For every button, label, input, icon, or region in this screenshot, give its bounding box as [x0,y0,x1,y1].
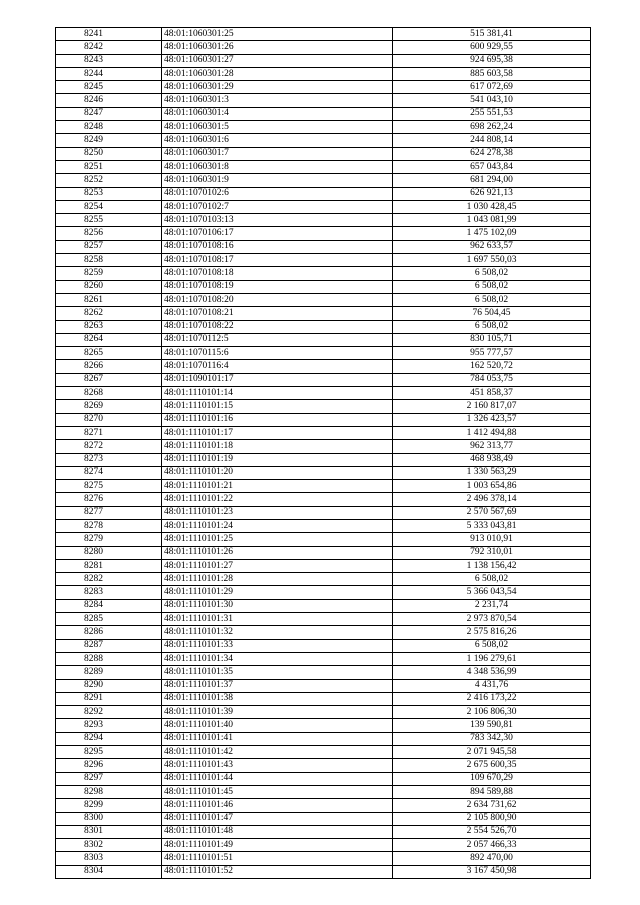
row-number-cell: 8262 [56,307,162,320]
row-number-cell: 8301 [56,825,162,838]
table-row [56,759,591,772]
row-number-cell: 8254 [56,200,162,213]
cadastral-value-cell: 885 603,58 [393,67,591,80]
table-row [56,347,591,360]
cadastral-number-cell: 48:01:1110101:42 [162,746,393,759]
cadastral-value-cell: 1 043 081,99 [393,214,591,227]
table-row [56,732,591,745]
cadastral-value-cell: 6 508,02 [393,320,591,333]
cadastral-value-cell: 2 634 731,62 [393,799,591,812]
table-row [56,546,591,559]
cadastral-value-cell: 681 294,00 [393,174,591,187]
row-number-cell: 8276 [56,493,162,506]
cadastral-number-cell: 48:01:1110101:20 [162,466,393,479]
row-number-cell: 8284 [56,599,162,612]
cadastral-value-cell: 4 348 536,99 [393,666,591,679]
cadastral-value-cell: 244 808,14 [393,134,591,147]
table-row [56,626,591,639]
table-row [56,466,591,479]
row-number-cell: 8257 [56,240,162,253]
cadastral-number-cell: 48:01:1070102:7 [162,200,393,213]
table-row [56,387,591,400]
row-number-cell: 8283 [56,586,162,599]
cadastral-value-cell: 913 010,91 [393,533,591,546]
table-row [56,413,591,426]
cadastral-number-cell: 48:01:1060301:26 [162,41,393,54]
row-number-cell: 8274 [56,466,162,479]
cadastral-number-cell: 48:01:1110101:16 [162,413,393,426]
cadastral-value-cell: 5 333 043,81 [393,519,591,532]
cadastral-value-cell: 2 575 816,26 [393,626,591,639]
row-number-cell: 8266 [56,360,162,373]
table-row [56,41,591,54]
row-number-cell: 8288 [56,652,162,665]
cadastral-value-cell: 2 071 945,58 [393,746,591,759]
table-row [56,746,591,759]
cadastral-value-cell: 109 670,29 [393,772,591,785]
cadastral-number-cell: 48:01:1070108:16 [162,240,393,253]
row-number-cell: 8255 [56,214,162,227]
cadastral-value-cell: 541 043,10 [393,94,591,107]
cadastral-value-cell: 624 278,38 [393,147,591,160]
cadastral-number-cell: 48:01:1070108:17 [162,254,393,267]
cadastral-number-cell: 48:01:1060301:4 [162,107,393,120]
row-number-cell: 8297 [56,772,162,785]
row-number-cell: 8278 [56,519,162,532]
cadastral-value-cell: 657 043,84 [393,160,591,173]
cadastral-number-cell: 48:01:1060301:3 [162,94,393,107]
table-row [56,280,591,293]
cadastral-value-cell: 1 412 494,88 [393,426,591,439]
cadastral-number-cell: 48:01:1110101:14 [162,387,393,400]
row-number-cell: 8264 [56,333,162,346]
table-row [56,599,591,612]
table-row [56,453,591,466]
cadastral-value-cell: 2 105 800,90 [393,812,591,825]
table-row [56,267,591,280]
table-row [56,426,591,439]
cadastral-value-cell: 5 366 043,54 [393,586,591,599]
row-number-cell: 8272 [56,440,162,453]
cadastral-value-cell: 255 551,53 [393,107,591,120]
row-number-cell: 8279 [56,533,162,546]
cadastral-number-cell: 48:01:1060301:9 [162,174,393,187]
table-row [56,373,591,386]
row-number-cell: 8253 [56,187,162,200]
cadastral-value-cell: 1 196 279,61 [393,652,591,665]
row-number-cell: 8277 [56,506,162,519]
table-row [56,493,591,506]
row-number-cell: 8256 [56,227,162,240]
cadastral-value-cell: 1 475 102,09 [393,227,591,240]
cadastral-number-cell: 48:01:1110101:25 [162,533,393,546]
cadastral-number-cell: 48:01:1090101:17 [162,373,393,386]
cadastral-value-cell: 626 921,13 [393,187,591,200]
cadastral-number-cell: 48:01:1060301:7 [162,147,393,160]
cadastral-value-cell: 892 470,00 [393,852,591,865]
cadastral-value-cell: 792 310,01 [393,546,591,559]
cadastral-value-cell: 468 938,49 [393,453,591,466]
table-row [56,440,591,453]
cadastral-number-cell: 48:01:1070112:5 [162,333,393,346]
cadastral-number-cell: 48:01:1110101:21 [162,480,393,493]
row-number-cell: 8243 [56,54,162,67]
row-number-cell: 8299 [56,799,162,812]
row-number-cell: 8247 [56,107,162,120]
cadastral-number-cell: 48:01:1110101:32 [162,626,393,639]
table-row [56,254,591,267]
cadastral-value-cell: 2 554 526,70 [393,825,591,838]
cadastral-number-cell: 48:01:1070102:6 [162,187,393,200]
cadastral-number-cell: 48:01:1070108:18 [162,267,393,280]
table-row [56,81,591,94]
cadastral-number-cell: 48:01:1110101:23 [162,506,393,519]
cadastral-value-cell: 451 858,37 [393,387,591,400]
row-number-cell: 8304 [56,865,162,878]
row-number-cell: 8250 [56,147,162,160]
row-number-cell: 8244 [56,67,162,80]
table-row [56,865,591,878]
row-number-cell: 8285 [56,613,162,626]
cadastral-number-cell: 48:01:1070106:17 [162,227,393,240]
cadastral-value-cell: 1 030 428,45 [393,200,591,213]
table-row [56,94,591,107]
cadastral-value-cell: 162 520,72 [393,360,591,373]
table-row [56,613,591,626]
cadastral-number-cell: 48:01:1070108:19 [162,280,393,293]
row-number-cell: 8273 [56,453,162,466]
cadastral-value-cell: 784 053,75 [393,373,591,386]
cadastral-number-cell: 48:01:1110101:46 [162,799,393,812]
table-row [56,333,591,346]
table-row [56,67,591,80]
table-body [56,28,591,879]
table-row [56,719,591,732]
cadastral-number-cell: 48:01:1110101:43 [162,759,393,772]
cadastral-value-table [55,27,591,879]
table-row [56,28,591,41]
cadastral-number-cell: 48:01:1110101:40 [162,719,393,732]
cadastral-number-cell: 48:01:1110101:35 [162,666,393,679]
table-row [56,240,591,253]
cadastral-value-cell: 2 496 378,14 [393,493,591,506]
table-row [56,54,591,67]
cadastral-number-cell: 48:01:1070103:13 [162,214,393,227]
row-number-cell: 8246 [56,94,162,107]
cadastral-value-cell: 3 167 450,98 [393,865,591,878]
table-row [56,214,591,227]
row-number-cell: 8249 [56,134,162,147]
row-number-cell: 8282 [56,573,162,586]
row-number-cell: 8245 [56,81,162,94]
cadastral-value-cell: 955 777,57 [393,347,591,360]
cadastral-number-cell: 48:01:1110101:51 [162,852,393,865]
table-row [56,679,591,692]
row-number-cell: 8260 [56,280,162,293]
row-number-cell: 8242 [56,41,162,54]
cadastral-value-cell: 2 416 173,22 [393,692,591,705]
row-number-cell: 8259 [56,267,162,280]
table-row [56,692,591,705]
cadastral-number-cell: 48:01:1060301:6 [162,134,393,147]
cadastral-number-cell: 48:01:1110101:44 [162,772,393,785]
cadastral-value-cell: 962 633,57 [393,240,591,253]
cadastral-number-cell: 48:01:1110101:22 [162,493,393,506]
row-number-cell: 8296 [56,759,162,772]
cadastral-value-cell: 515 381,41 [393,28,591,41]
row-number-cell: 8270 [56,413,162,426]
table-row [56,652,591,665]
table-row [56,506,591,519]
cadastral-number-cell: 48:01:1110101:52 [162,865,393,878]
cadastral-value-cell: 2 057 466,33 [393,839,591,852]
cadastral-number-cell: 48:01:1060301:8 [162,160,393,173]
cadastral-number-cell: 48:01:1110101:29 [162,586,393,599]
cadastral-value-cell: 2 231,74 [393,599,591,612]
row-number-cell: 8300 [56,812,162,825]
table-row [56,772,591,785]
table-row [56,799,591,812]
cadastral-number-cell: 48:01:1060301:5 [162,121,393,134]
table-row [56,586,591,599]
row-number-cell: 8280 [56,546,162,559]
cadastral-number-cell: 48:01:1110101:19 [162,453,393,466]
cadastral-number-cell: 48:01:1110101:33 [162,639,393,652]
table-row [56,480,591,493]
cadastral-value-cell: 1 330 563,29 [393,466,591,479]
cadastral-value-cell: 6 508,02 [393,293,591,306]
table-row [56,121,591,134]
cadastral-value-cell: 962 313,77 [393,440,591,453]
cadastral-value-cell: 1 003 654,86 [393,480,591,493]
cadastral-value-cell: 2 570 567,69 [393,506,591,519]
cadastral-value-cell: 6 508,02 [393,280,591,293]
cadastral-value-cell: 2 675 600,35 [393,759,591,772]
cadastral-value-cell: 617 072,69 [393,81,591,94]
cadastral-number-cell: 48:01:1060301:28 [162,67,393,80]
table-row [56,839,591,852]
table-row [56,825,591,838]
row-number-cell: 8292 [56,706,162,719]
table-row [56,666,591,679]
cadastral-number-cell: 48:01:1110101:47 [162,812,393,825]
row-number-cell: 8258 [56,254,162,267]
cadastral-value-cell: 924 695,38 [393,54,591,67]
cadastral-value-cell: 894 589,88 [393,785,591,798]
row-number-cell: 8302 [56,839,162,852]
cadastral-value-cell: 2 973 870,54 [393,613,591,626]
row-number-cell: 8294 [56,732,162,745]
cadastral-number-cell: 48:01:1110101:15 [162,400,393,413]
cadastral-number-cell: 48:01:1110101:18 [162,440,393,453]
table-row [56,320,591,333]
table-row [56,134,591,147]
cadastral-number-cell: 48:01:1110101:24 [162,519,393,532]
cadastral-number-cell: 48:01:1110101:41 [162,732,393,745]
cadastral-value-cell: 2 160 817,07 [393,400,591,413]
cadastral-value-cell: 6 508,02 [393,573,591,586]
row-number-cell: 8268 [56,387,162,400]
row-number-cell: 8275 [56,480,162,493]
table-row [56,400,591,413]
cadastral-number-cell: 48:01:1110101:48 [162,825,393,838]
table-row [56,573,591,586]
cadastral-value-cell: 1 326 423,57 [393,413,591,426]
cadastral-number-cell: 48:01:1070108:22 [162,320,393,333]
row-number-cell: 8298 [56,785,162,798]
table-row [56,559,591,572]
cadastral-number-cell: 48:01:1070108:20 [162,293,393,306]
table-row [56,785,591,798]
table-row [56,812,591,825]
row-number-cell: 8251 [56,160,162,173]
cadastral-number-cell: 48:01:1110101:27 [162,559,393,572]
table-row [56,160,591,173]
table-row [56,519,591,532]
table-row [56,639,591,652]
cadastral-number-cell: 48:01:1070115:6 [162,347,393,360]
cadastral-value-cell: 2 106 806,30 [393,706,591,719]
cadastral-number-cell: 48:01:1110101:34 [162,652,393,665]
cadastral-number-cell: 48:01:1060301:29 [162,81,393,94]
row-number-cell: 8289 [56,666,162,679]
row-number-cell: 8241 [56,28,162,41]
table-row [56,227,591,240]
row-number-cell: 8287 [56,639,162,652]
row-number-cell: 8293 [56,719,162,732]
cadastral-number-cell: 48:01:1060301:27 [162,54,393,67]
row-number-cell: 8291 [56,692,162,705]
table-row [56,174,591,187]
cadastral-number-cell: 48:01:1110101:31 [162,613,393,626]
cadastral-number-cell: 48:01:1110101:45 [162,785,393,798]
cadastral-value-cell: 698 262,24 [393,121,591,134]
table-row [56,307,591,320]
row-number-cell: 8265 [56,347,162,360]
cadastral-number-cell: 48:01:1110101:17 [162,426,393,439]
table-row [56,852,591,865]
row-number-cell: 8252 [56,174,162,187]
row-number-cell: 8248 [56,121,162,134]
cadastral-number-cell: 48:01:1060301:25 [162,28,393,41]
cadastral-value-cell: 139 590,81 [393,719,591,732]
cadastral-number-cell: 48:01:1070116:4 [162,360,393,373]
table-row [56,200,591,213]
row-number-cell: 8261 [56,293,162,306]
cadastral-number-cell: 48:01:1110101:38 [162,692,393,705]
cadastral-number-cell: 48:01:1110101:30 [162,599,393,612]
cadastral-value-cell: 1 138 156,42 [393,559,591,572]
row-number-cell: 8263 [56,320,162,333]
cadastral-value-cell: 830 105,71 [393,333,591,346]
cadastral-value-cell: 6 508,02 [393,267,591,280]
table-row [56,533,591,546]
row-number-cell: 8281 [56,559,162,572]
row-number-cell: 8290 [56,679,162,692]
row-number-cell: 8267 [56,373,162,386]
table-row [56,360,591,373]
cadastral-value-cell: 76 504,45 [393,307,591,320]
cadastral-number-cell: 48:01:1070108:21 [162,307,393,320]
table-row [56,147,591,160]
row-number-cell: 8286 [56,626,162,639]
table-row [56,293,591,306]
cadastral-number-cell: 48:01:1110101:37 [162,679,393,692]
cadastral-value-cell: 6 508,02 [393,639,591,652]
row-number-cell: 8271 [56,426,162,439]
row-number-cell: 8303 [56,852,162,865]
table-row [56,187,591,200]
row-number-cell: 8269 [56,400,162,413]
cadastral-value-cell: 600 929,55 [393,41,591,54]
cadastral-number-cell: 48:01:1110101:26 [162,546,393,559]
cadastral-value-cell: 1 697 550,03 [393,254,591,267]
cadastral-number-cell: 48:01:1110101:49 [162,839,393,852]
cadastral-value-cell: 783 342,30 [393,732,591,745]
table-row [56,706,591,719]
cadastral-number-cell: 48:01:1110101:39 [162,706,393,719]
cadastral-value-cell: 4 431,76 [393,679,591,692]
cadastral-number-cell: 48:01:1110101:28 [162,573,393,586]
table-row [56,107,591,120]
row-number-cell: 8295 [56,746,162,759]
